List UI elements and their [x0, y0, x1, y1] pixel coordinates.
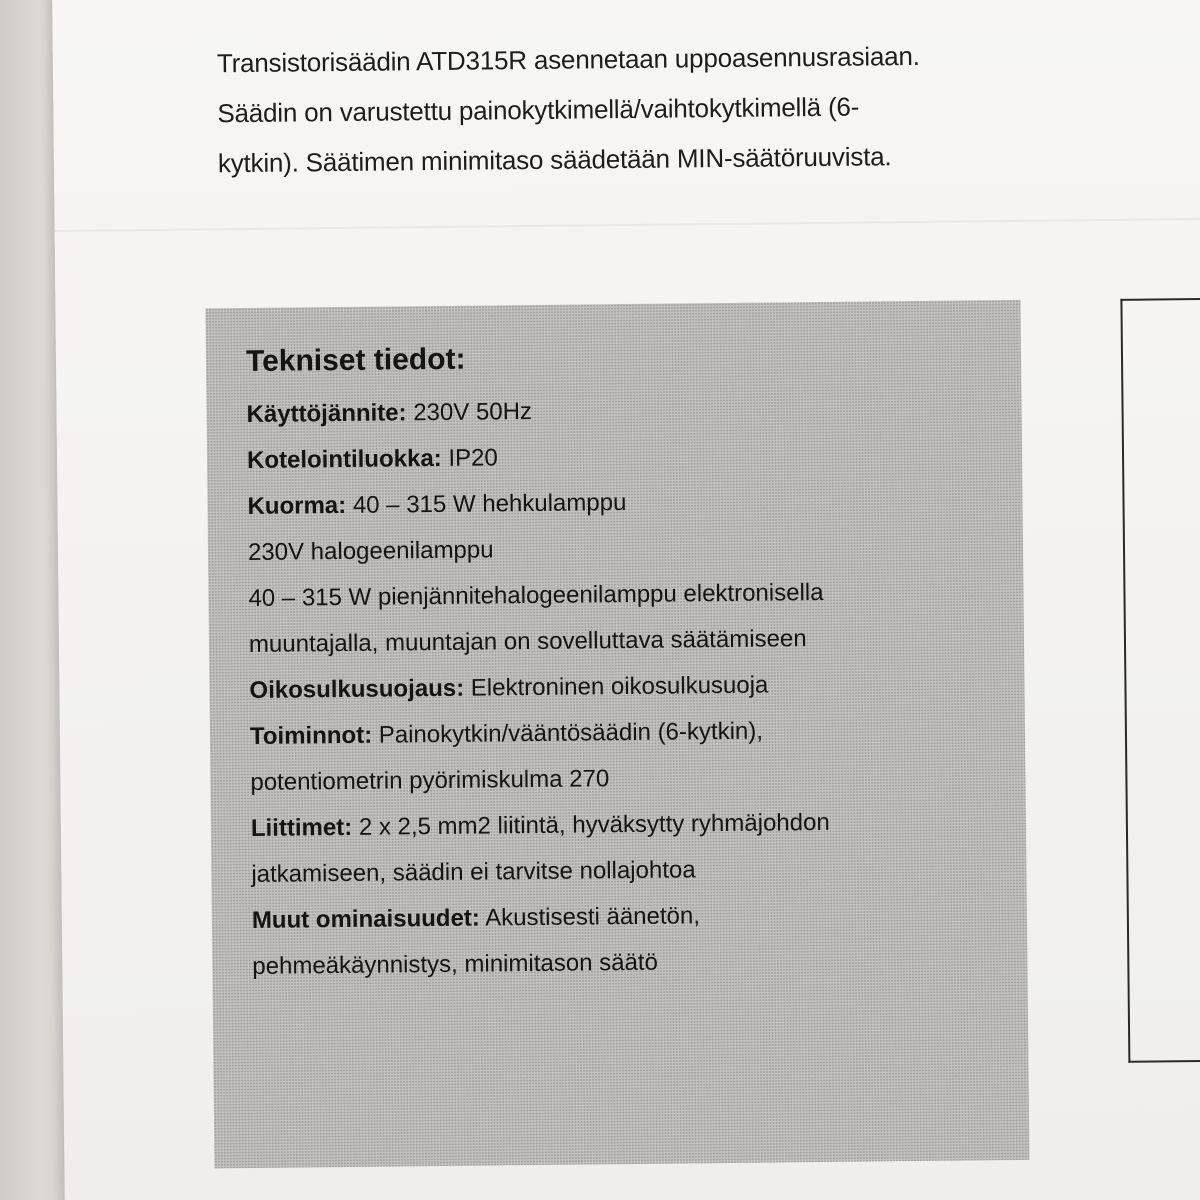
spec-line [246, 384, 1006, 438]
spec-line [247, 430, 1007, 484]
spec-value: Elektroninen oikosulkusuoja [470, 671, 769, 702]
spec-value: 2 x 2,5 mm2 liitintä, hyväksytty ryhmäjohdon [358, 808, 830, 841]
paper-fold [55, 217, 1200, 232]
paper-sheet [52, 0, 1200, 1200]
spec-value: pehmeäkäynnistys, minimitason säätö [252, 948, 658, 980]
specs-title: Tekniset tiedot: [245, 342, 466, 378]
spec-value: 230V halogeenilamppu [247, 536, 494, 566]
spec-line [250, 706, 1010, 760]
intro-line: Säädin on varustettu painokytkimellä/vaihtokytkimellä (6- [217, 91, 860, 129]
spec-label: Liittimet: [250, 813, 353, 842]
spec-line [249, 614, 1009, 668]
spec-label: Muut ominaisuudet: [251, 904, 480, 934]
spec-label: Toiminnot: [249, 721, 373, 750]
spec-value: muuntajalla, muuntajan on sovelluttava säätämiseen [248, 625, 807, 658]
spec-line [247, 476, 1007, 530]
spec-label: Oikosulkusuojaus: [249, 674, 465, 704]
spec-line [252, 936, 1012, 990]
spec-value: potentiometrin pyörimiskulma 270 [250, 765, 610, 796]
spec-value: IP20 [448, 444, 498, 472]
specs-content [246, 328, 1013, 990]
spec-value: 40 – 315 W hehkulamppu [352, 489, 627, 519]
spec-line [251, 844, 1011, 898]
spec-line [249, 660, 1009, 714]
spec-value: 230V 50Hz [413, 397, 533, 427]
spec-value: jatkamiseen, säädin ei tarvitse nollajohtoa [251, 856, 696, 888]
spec-value: Painokytkin/vääntösäädin (6-kytkin), [378, 717, 764, 749]
intro-line: Transistorisäädin ATD315R asennetaan uppoasennusrasiaan. [216, 40, 920, 79]
spec-line [248, 568, 1008, 622]
spec-label: Kuorma: [247, 491, 347, 520]
spec-line [250, 752, 1010, 806]
intro-paragraph [217, 30, 1039, 189]
adjacent-frame [1120, 297, 1200, 1063]
spec-value: Akustisesti äänetön, [485, 902, 701, 932]
spec-line [248, 522, 1008, 576]
intro-line: kytkin). Säätimen minimitaso säädetään MIN-säätöruuvista. [217, 141, 892, 179]
spec-label: Kotelointiluokka: [246, 444, 442, 474]
spec-label: Käyttöjännite: [246, 399, 407, 428]
technical-specs-box [205, 300, 1029, 1168]
spec-value: 40 – 315 W pienjännitehalogeenilamppu elektronisella [248, 578, 824, 612]
spec-line [252, 890, 1012, 944]
spec-line [251, 798, 1011, 852]
